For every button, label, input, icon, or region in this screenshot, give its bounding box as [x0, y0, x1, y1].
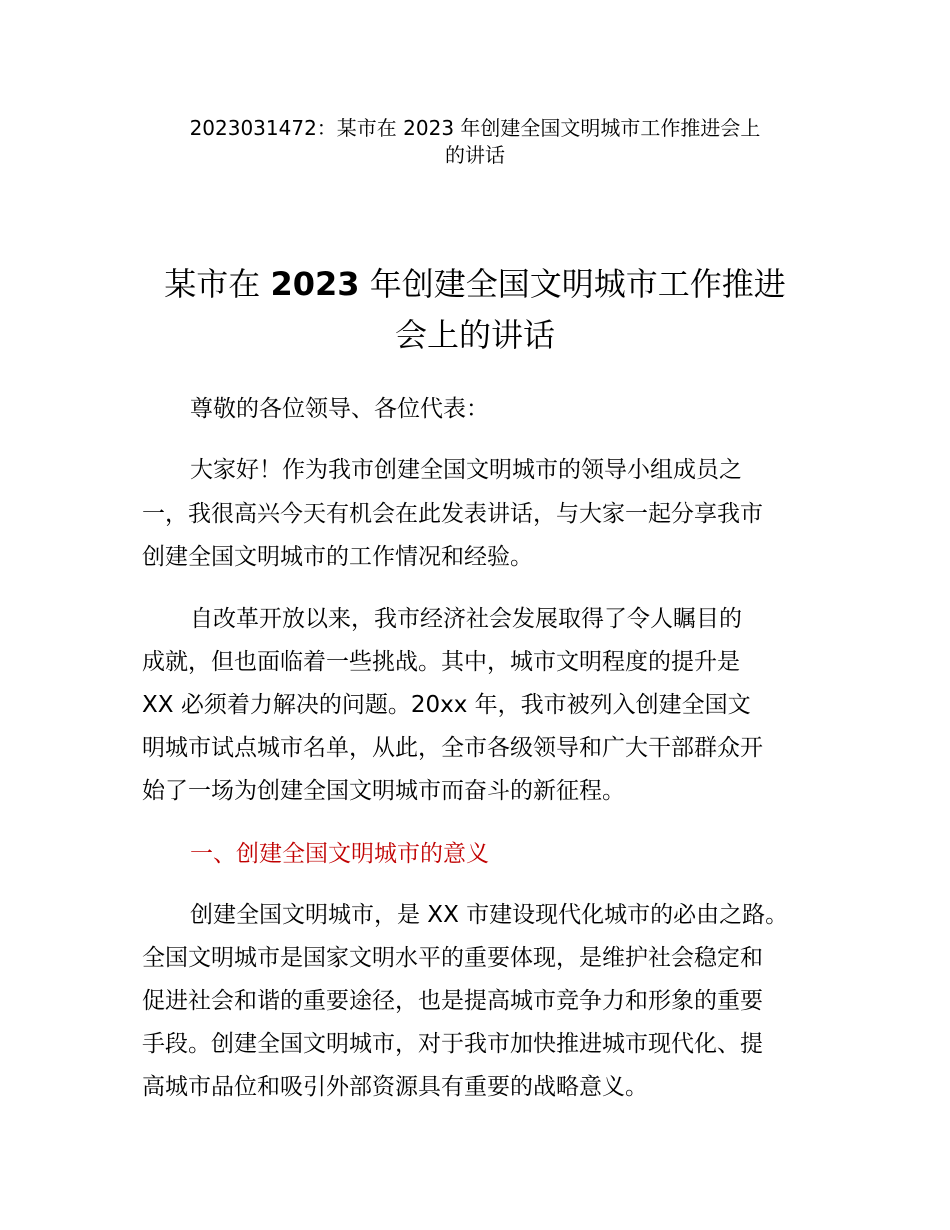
paragraph-2-line-2: 成就，但也面临着一些挑战。其中，城市文明程度的提升是 [142, 649, 740, 675]
title-prefix: 某市在 [164, 265, 261, 303]
title-suffix: 年创建全国文明城市工作推进 [369, 265, 786, 303]
paragraph-2-line-4: 明城市试点城市名单，从此，全市各级领导和广大干部群众开 [142, 735, 763, 761]
paragraph-1-line-3: 创建全国文明城市的工作情况和经验。 [142, 544, 533, 570]
document-header-line-1: 2023031472：某市在 2023 年创建全国文明城市工作推进会上 [189, 116, 761, 140]
section-paragraph-line-5: 高城市品位和吸引外部资源具有重要的战略意义。 [142, 1074, 648, 1100]
paragraph-1-line-2: 一，我很高兴今天有机会在此发表讲话，与大家一起分享我市 [142, 501, 763, 527]
section-paragraph-line-3: 促进社会和谐的重要途径，也是提高城市竞争力和形象的重要 [142, 988, 763, 1014]
section-paragraph-line-1: 创建全国文明城市，是 XX 市建设现代化城市的必由之路。 [190, 902, 789, 928]
section-heading: 一、创建全国文明城市的意义 [190, 841, 489, 867]
title-year: 2023 [270, 265, 360, 303]
paragraph-1-line-1: 大家好！作为我市创建全国文明城市的领导小组成员之 [190, 457, 742, 483]
document-title-line-2: 会上的讲话 [394, 316, 555, 354]
section-paragraph-line-4: 手段。创建全国文明城市，对于我市加快推进城市现代化、提 [142, 1031, 763, 1057]
paragraph-2-line-3: XX 必须着力解决的问题。20xx 年，我市被列入创建全国文 [142, 692, 751, 718]
salutation: 尊敬的各位领导、各位代表： [190, 396, 489, 422]
document-header-line-2: 的讲话 [445, 143, 505, 167]
document-title-line-1 [110, 262, 840, 306]
paragraph-2-line-5: 始了一场为创建全国文明城市而奋斗的新征程。 [142, 778, 625, 804]
paragraph-2-line-1: 自改革开放以来，我市经济社会发展取得了令人瞩目的 [190, 606, 742, 632]
section-paragraph-line-2: 全国文明城市是国家文明水平的重要体现，是维护社会稳定和 [142, 945, 763, 971]
